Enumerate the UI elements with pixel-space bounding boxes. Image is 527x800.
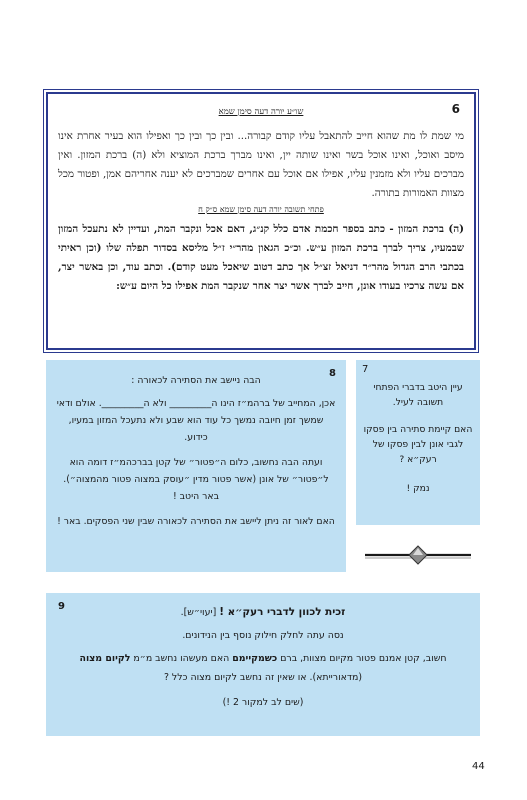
paragraph-2: ועתה הבה נחשוב, כלום ה״פטור״ של קטן בברכהמ״ז דומה הוא ל״פטור״ של אונן (אשר פטור מדין ״עוסק במצוה פטור מהמצוה״). באר היטב ! [63,457,329,502]
box9-title-note: [יעוי״ש]. [180,607,217,618]
section-number: 8 [329,368,336,379]
question-box-8 [46,360,346,572]
paragraph-3: האם לאור זה ניתן ליישב את הסתירה לכאורה שבין שני הפסקים. באר ! [57,516,335,527]
source-title: שו״ע יורה דעה סימן שמא [218,107,304,117]
box9-title: זכית לכוון לדברי רעק״א ! [219,606,346,618]
page-number: 44 [472,761,485,772]
question-box-9 [46,593,480,736]
source-text-2: (ה) ברכת המזון - כתב בספר חכמת אדם כלל קנ״ג, דאם אכל ונקבר המת, ועדיין לא נתעכל המזון שבמעיו, צריך לברך ברכת המזון ע״ש. וכ״כ הגאון מהר״י ז״ל מליסא בסדור תפלה שלו (וכן ראיתי בכתבי הרב הגדול מהר״ר דניאל זצ״ל אך כתב דטוב שיאכל מעט קודם). וכתב עוד, וכן באשר יצר, אם עשה צרכיו בעודו אונן, חייב לברך אשר יצר אחר שנקבר המת אפילו כל היום ע״ש: [58,223,464,292]
diamond-divider-icon [363,545,473,565]
section-number: 9 [58,601,65,612]
box9-line-3c: (מדאורייתא). או שאין זה נחשב לקיום מצוה כלל ? [163,672,363,683]
intro-text: הבה ניישב את הסתירה לכאורה : [131,375,261,386]
question-line-1: עיין היטב בדברי הפתחי תשובה לעיל. [373,382,463,408]
box9-line-3-bold: כשמקיימם [232,653,278,664]
question-line-2: האם קיימת סתירה בין פסקו לגבי אונן לבין פסקו של רעק״א ? [363,424,473,465]
source-box-6 [46,92,476,350]
box9-line-2: נסה עתה לחלק חילוק נוסף בין הנידונים. [182,630,344,641]
source-title-2: פתחי תשובה יורה דעה סימן שמא ס״ק ח [198,205,324,214]
box9-hint: (שים לב למקור 2 !) [222,697,304,708]
section-number: 6 [451,102,460,116]
box9-line-3-bold2: לקיום מצוה [79,653,131,664]
question-line-3: נמק ! [406,483,430,494]
section-number: 7 [362,364,369,375]
box9-line-3a: חשוב, קטן אמנם פטור מקיום מצוות, ברם [280,653,447,664]
box9-line-3b: האם מעשהו נחשב מ״מ [133,653,230,664]
question-box-7 [356,360,480,525]
paragraph-1: אכן, המחייב של ברהמ״ז הינו ה_________ ולא ה_________. אולם ודאי שמשך זמן חיובה נמשך כל עוד הוא שבע ולא נתעכל המזון במעיו, כידוע. [56,398,336,443]
source-text: מי שמת לו מת שהוא חייב להתאבל עליו קודם קבורה... ובין כך ובין כך ואפילו הוא בעיר אחרת אינו מיסב ואוכל, ואינו אוכל בשר ואינו שותה יין, ואינו מברך ברכת המוציא ולא (ה) ברכת המזון. ואין מברכים עליו ולא מזמנין עליו, אפילו אם אוכל עם אחרים שמברכים לא יענה אחריהם אמן, ופטור מכל מצוות האמורות בתורה. [58,130,464,199]
